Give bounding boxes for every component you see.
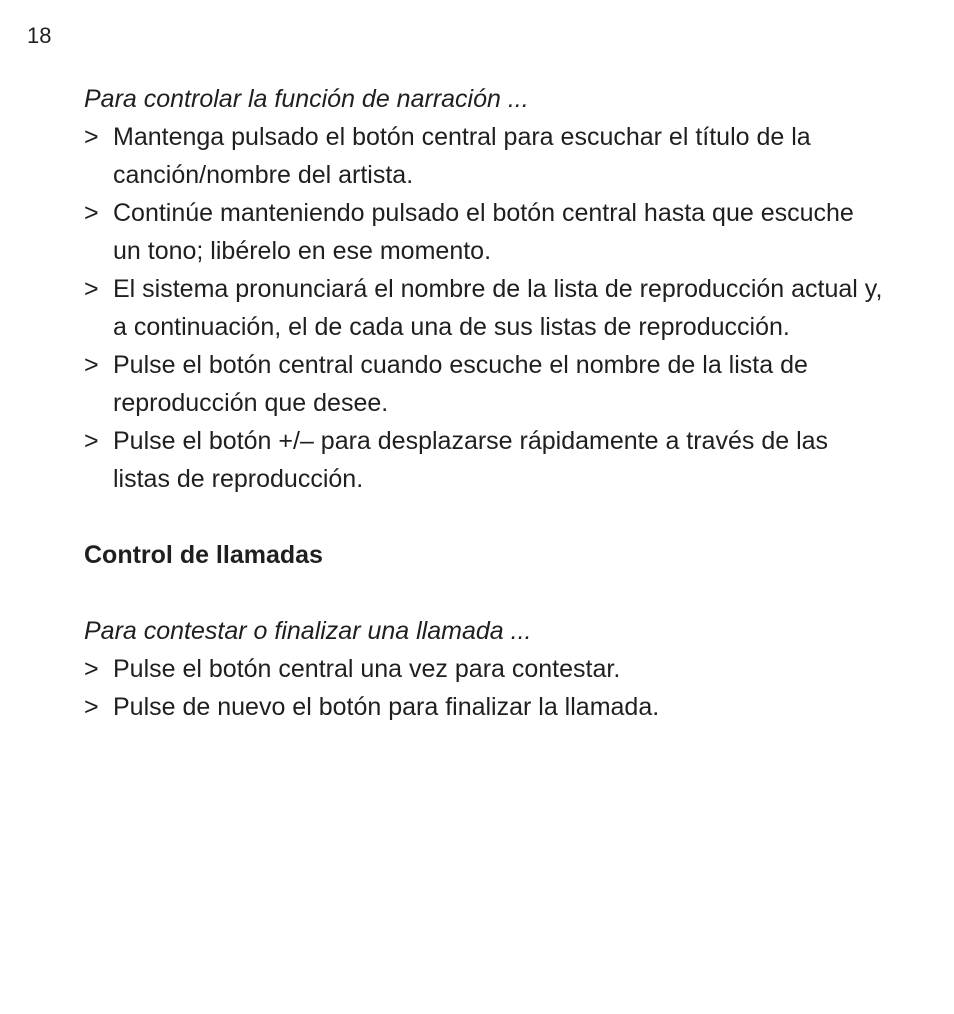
bullet-marker: >	[84, 693, 99, 721]
bullet-marker: >	[84, 275, 99, 303]
list-item	[84, 194, 884, 270]
section-heading: Control de llamadas	[84, 541, 323, 569]
calls-lead: Para contestar o finalizar una llamada ...	[84, 617, 532, 645]
list-item	[84, 270, 884, 346]
bullet-marker: >	[84, 199, 99, 227]
list-item	[84, 650, 884, 688]
narration-lead: Para controlar la función de narración ...	[84, 85, 529, 113]
page-number: 18	[27, 23, 52, 48]
list-item	[84, 346, 884, 422]
list-item-text: Pulse el botón central cuando escuche el nombre de la lista de reproducción que desee.	[113, 351, 808, 417]
list-item	[84, 422, 884, 498]
list-item	[84, 688, 884, 726]
page-content	[84, 80, 884, 726]
list-item-text: Continúe manteniendo pulsado el botón central hasta que escuche un tono; libérelo en ese momento.	[113, 199, 854, 265]
list-item-text: Pulse de nuevo el botón para finalizar la llamada.	[113, 693, 660, 721]
bullet-marker: >	[84, 655, 99, 683]
list-item	[84, 118, 884, 194]
list-item-text: El sistema pronunciará el nombre de la lista de reproducción actual y, a continuación, el de cada una de sus listas de reproducción.	[113, 275, 883, 341]
bullet-marker: >	[84, 427, 99, 455]
list-item-text: Pulse el botón central una vez para contestar.	[113, 655, 621, 683]
bullet-marker: >	[84, 123, 99, 151]
bullet-marker: >	[84, 351, 99, 379]
list-item-text: Mantenga pulsado el botón central para escuchar el título de la canción/nombre del artista.	[113, 123, 811, 189]
calls-list	[84, 650, 884, 726]
list-item-text: Pulse el botón +/– para desplazarse rápidamente a través de las listas de reproducción.	[113, 427, 829, 493]
narration-list	[84, 118, 884, 498]
